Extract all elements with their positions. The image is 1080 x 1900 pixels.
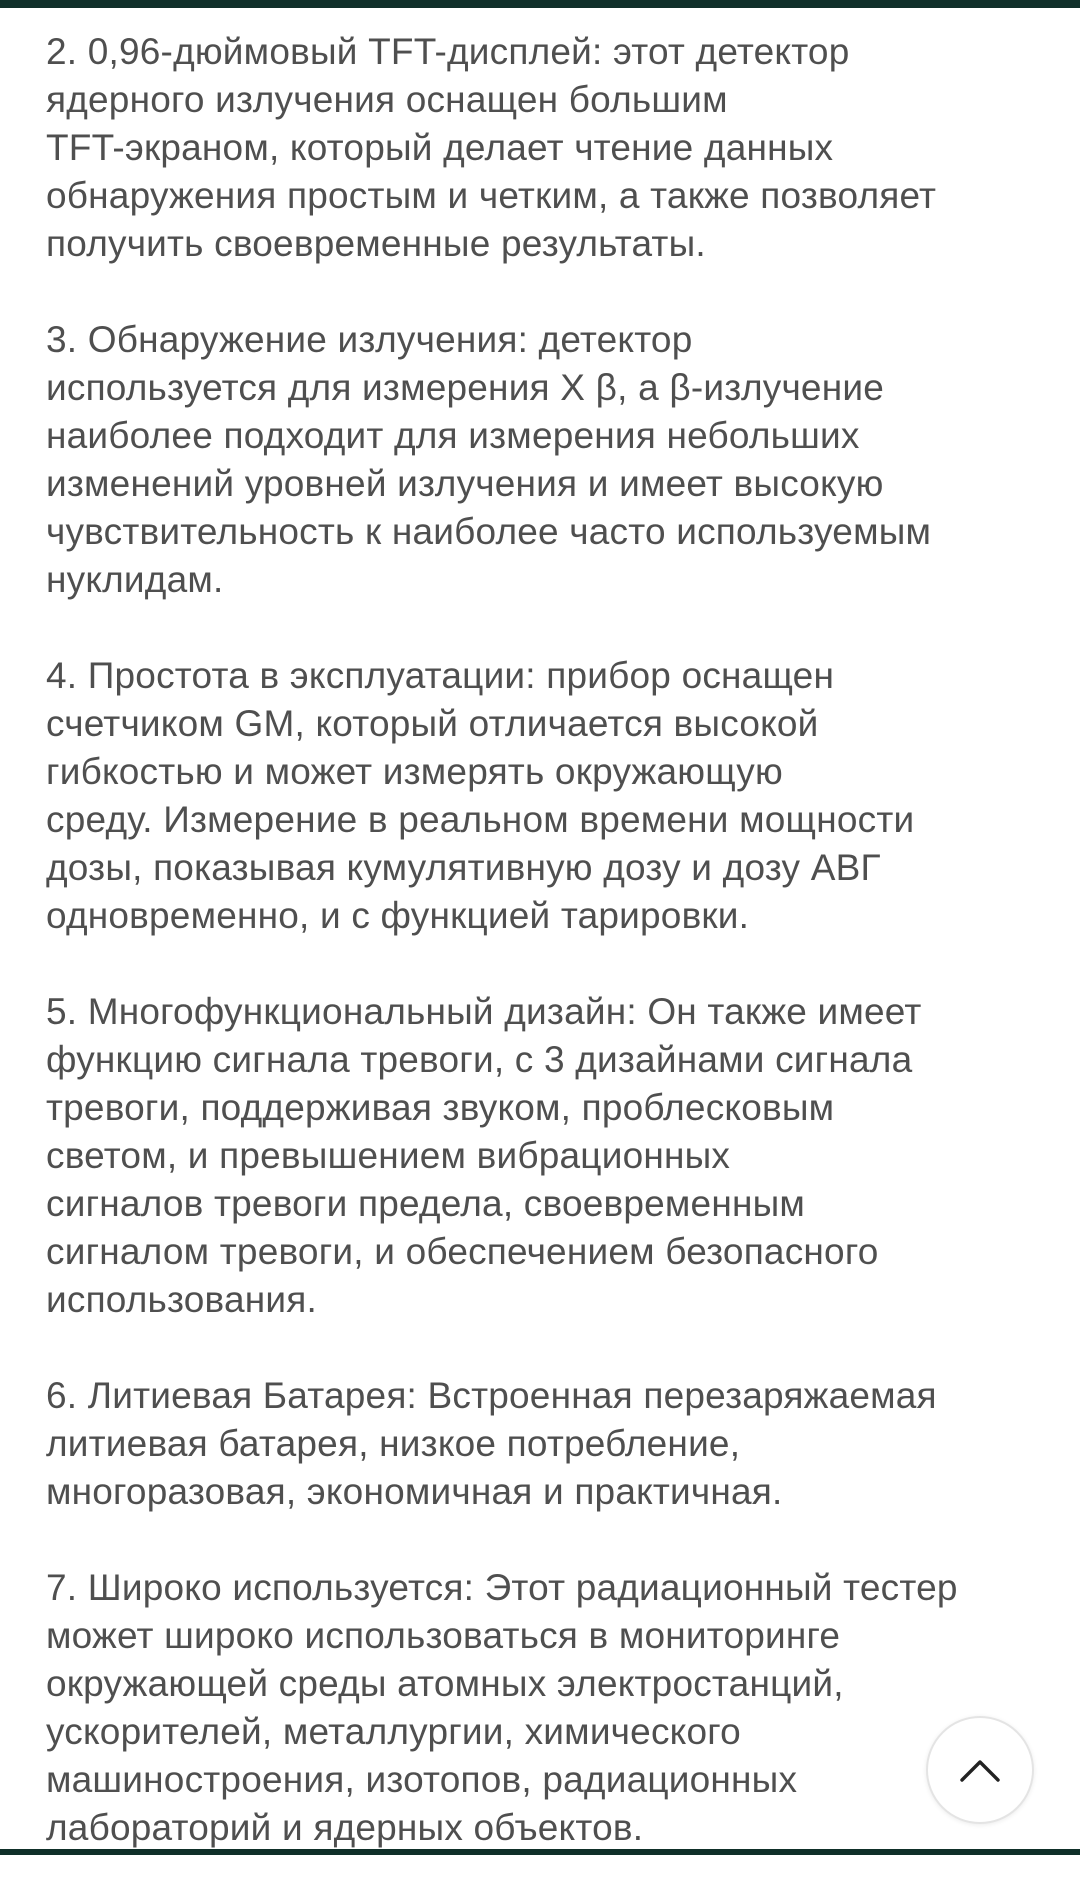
text-line: нуклидам.: [46, 559, 224, 600]
text-line: тревоги, поддерживая звуком, проблесковым: [46, 1087, 835, 1128]
text-line: одновременно, и с функцией тарировки.: [46, 895, 750, 936]
chevron-up-icon: [959, 1756, 1001, 1784]
feature-paragraph-5: [46, 988, 1051, 1324]
text-line: среду. Измерение в реальном времени мощности: [46, 799, 915, 840]
text-line: сигналом тревоги, и обеспечением безопасного: [46, 1231, 879, 1272]
text-line: используется для измерения X β, а β-излучение: [46, 367, 884, 408]
text-line: может широко использоваться в мониторинге: [46, 1615, 841, 1656]
text-line: обнаружения простым и четким, а также позволяет: [46, 175, 937, 216]
text-line: 7. Широко используется: Этот радиационный тестер: [46, 1567, 958, 1608]
text-line: дозы, показывая кумулятивную дозу и дозу АВГ: [46, 847, 881, 888]
text-line: чувствительность к наиболее часто используемым: [46, 511, 932, 552]
text-line: многоразовая, экономичная и практичная.: [46, 1471, 783, 1512]
text-line: использования.: [46, 1279, 317, 1320]
feature-paragraph-6: [46, 1372, 1051, 1516]
text-line: 2. 0,96-дюймовый TFT-дисплей: этот детектор: [46, 31, 850, 72]
feature-paragraph-7: [46, 1564, 1051, 1852]
text-line: окружающей среды атомных электростанций,: [46, 1663, 844, 1704]
text-line: машиностроения, изотопов, радиационных: [46, 1759, 798, 1800]
scroll-to-top-button[interactable]: [926, 1716, 1034, 1824]
text-line: ускорителей, металлургии, химического: [46, 1711, 741, 1752]
text-line: получить своевременные результаты.: [46, 223, 706, 264]
text-line: ядерного излучения оснащен большим: [46, 79, 728, 120]
feature-paragraph-4: [46, 652, 1051, 940]
text-line: наиболее подходит для измерения небольших: [46, 415, 860, 456]
text-line: TFT-экраном, который делает чтение данных: [46, 127, 834, 168]
feature-paragraph-3: [46, 316, 1051, 604]
text-line: счетчиком GM, который отличается высокой: [46, 703, 819, 744]
text-line: функцию сигнала тревоги, с 3 дизайнами сигнала: [46, 1039, 913, 1080]
text-line: литиевая батарея, низкое потребление,: [46, 1423, 741, 1464]
navigation-bar-edge: [0, 1849, 1080, 1855]
description-text: [46, 28, 1051, 1900]
feature-paragraph-2: [46, 28, 1051, 268]
text-line: 6. Литиевая Батарея: Встроенная перезаряжаемая: [46, 1375, 937, 1416]
text-line: гибкостью и может измерять окружающую: [46, 751, 783, 792]
text-line: 4. Простота в эксплуатации: прибор оснащен: [46, 655, 835, 696]
text-line: светом, и превышением вибрационных: [46, 1135, 731, 1176]
text-line: изменений уровней излучения и имеет высокую: [46, 463, 884, 504]
text-line: сигналов тревоги предела, своевременным: [46, 1183, 806, 1224]
status-bar-edge: [0, 0, 1080, 8]
text-line: 5. Многофункциональный дизайн: Он также имеет: [46, 991, 922, 1032]
text-line: 3. Обнаружение излучения: детектор: [46, 319, 693, 360]
text-line: лабораторий и ядерных объектов.: [46, 1807, 644, 1848]
